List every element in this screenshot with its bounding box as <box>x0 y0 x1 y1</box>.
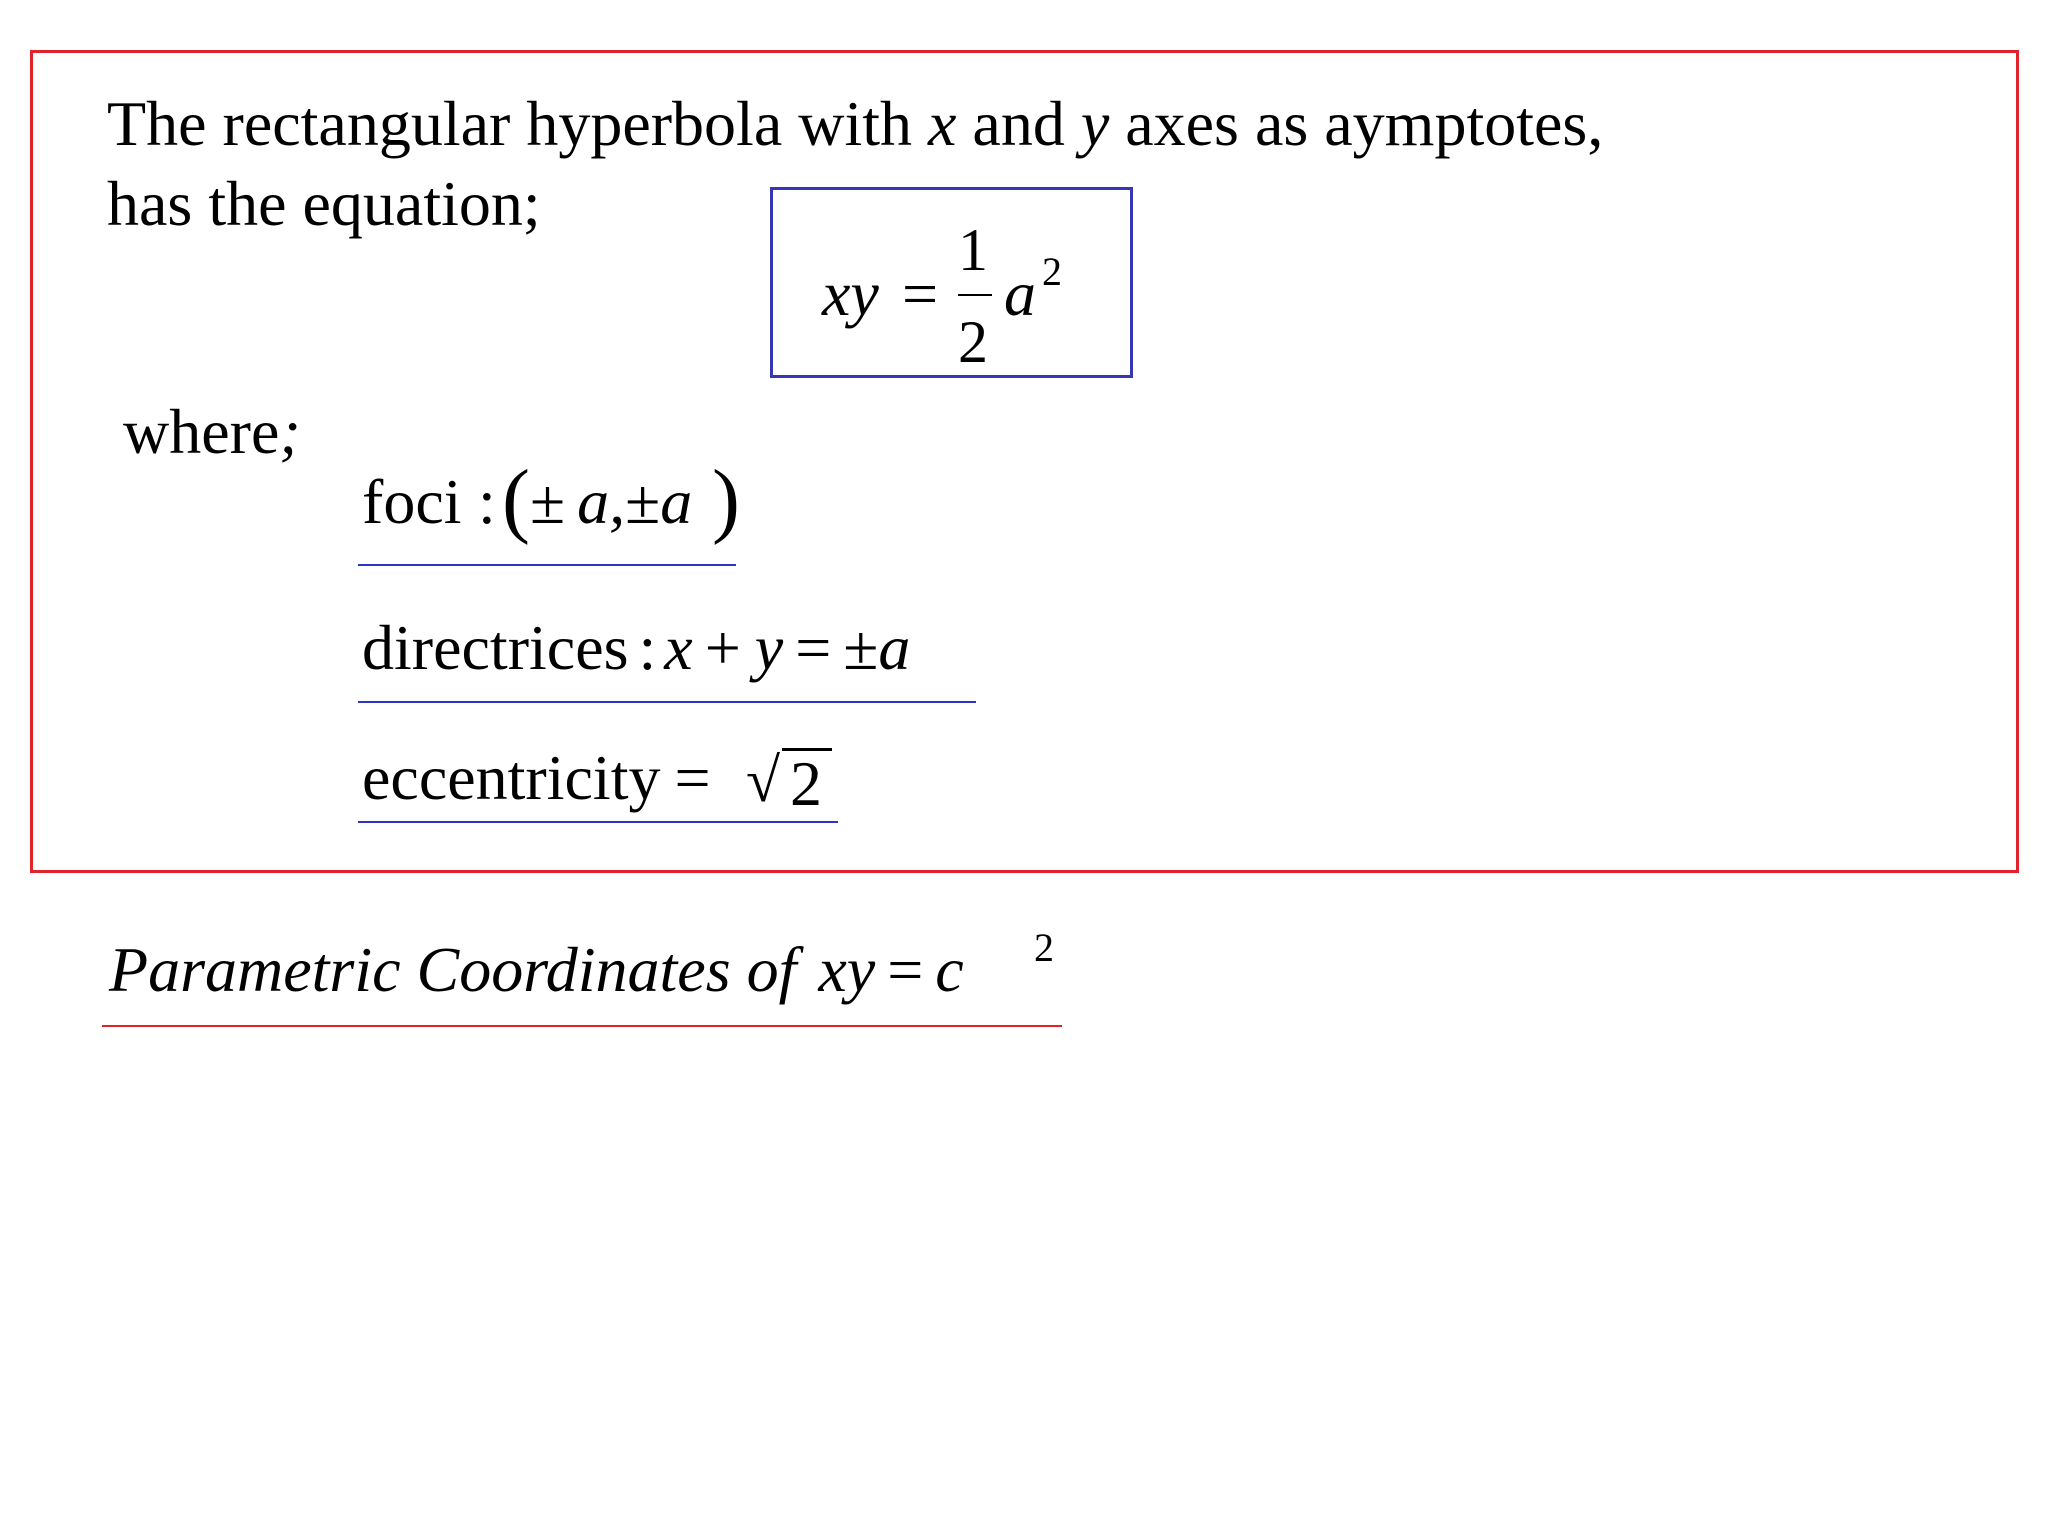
eccentricity-equals: = <box>674 742 711 813</box>
intro-text-b: and <box>956 88 1081 159</box>
foci-a-1: a <box>577 466 610 537</box>
where-text: where <box>123 396 280 467</box>
foci-comma: , <box>609 466 626 537</box>
foci-underline <box>358 564 736 566</box>
intro-text-a: The rectangular hyperbola with <box>107 88 928 159</box>
directrices-pm: ± <box>843 612 879 683</box>
directrices-label: directrices <box>362 612 629 683</box>
directrices-x: x <box>664 612 693 683</box>
eccentricity-label <box>362 742 711 813</box>
parametric-label: Parametric Coordinates of <box>109 934 797 1005</box>
intro-line-1 <box>107 88 1604 159</box>
sqrt-icon: √ <box>746 747 781 815</box>
directrices-expression <box>362 612 911 683</box>
equation-exponent: 2 <box>1042 249 1062 294</box>
parametric-underline <box>102 1025 1062 1027</box>
foci-close-paren: ) <box>712 453 740 546</box>
intro-text-c: axes as aymptotes, <box>1109 88 1604 159</box>
parametric-var-c: c <box>935 934 964 1005</box>
where-label <box>123 396 301 467</box>
directrices-a: a <box>878 612 911 683</box>
directrices-colon: : <box>638 612 657 683</box>
where-semicolon: ; <box>279 396 301 467</box>
fraction-denominator: 2 <box>958 309 988 375</box>
foci-pm-1: ± <box>530 466 566 537</box>
eccentricity-value: 2 <box>790 748 822 819</box>
eccentricity-text: eccentricity <box>362 742 661 813</box>
intro-var-y: y <box>1080 88 1110 159</box>
intro-line-2: has the equation; <box>107 168 541 239</box>
parametric-lhs: xy <box>818 934 876 1005</box>
directrices-plus: + <box>704 612 741 683</box>
parametric-equals: = <box>887 934 924 1005</box>
directrices-underline <box>358 701 976 703</box>
directrices-equals: = <box>795 612 832 683</box>
foci-label: foci <box>362 466 462 537</box>
foci-a-2: a <box>660 466 693 537</box>
foci-pm-2: ± <box>625 466 661 537</box>
parametric-exponent: 2 <box>1034 925 1054 970</box>
intro-var-x: x <box>928 88 957 159</box>
fraction-bar <box>958 294 992 296</box>
foci-open-paren: ( <box>502 453 530 546</box>
equation-var-a: a <box>1004 258 1036 329</box>
eccentricity-underline <box>358 821 838 823</box>
foci-coordinates <box>530 466 693 537</box>
foci-colon: : <box>478 466 496 537</box>
equation-lhs: xy <box>822 258 879 329</box>
fraction-numerator: 1 <box>958 217 988 283</box>
equation-equals: = <box>902 258 939 329</box>
directrices-y: y <box>754 612 784 683</box>
parametric-heading <box>109 934 964 1005</box>
